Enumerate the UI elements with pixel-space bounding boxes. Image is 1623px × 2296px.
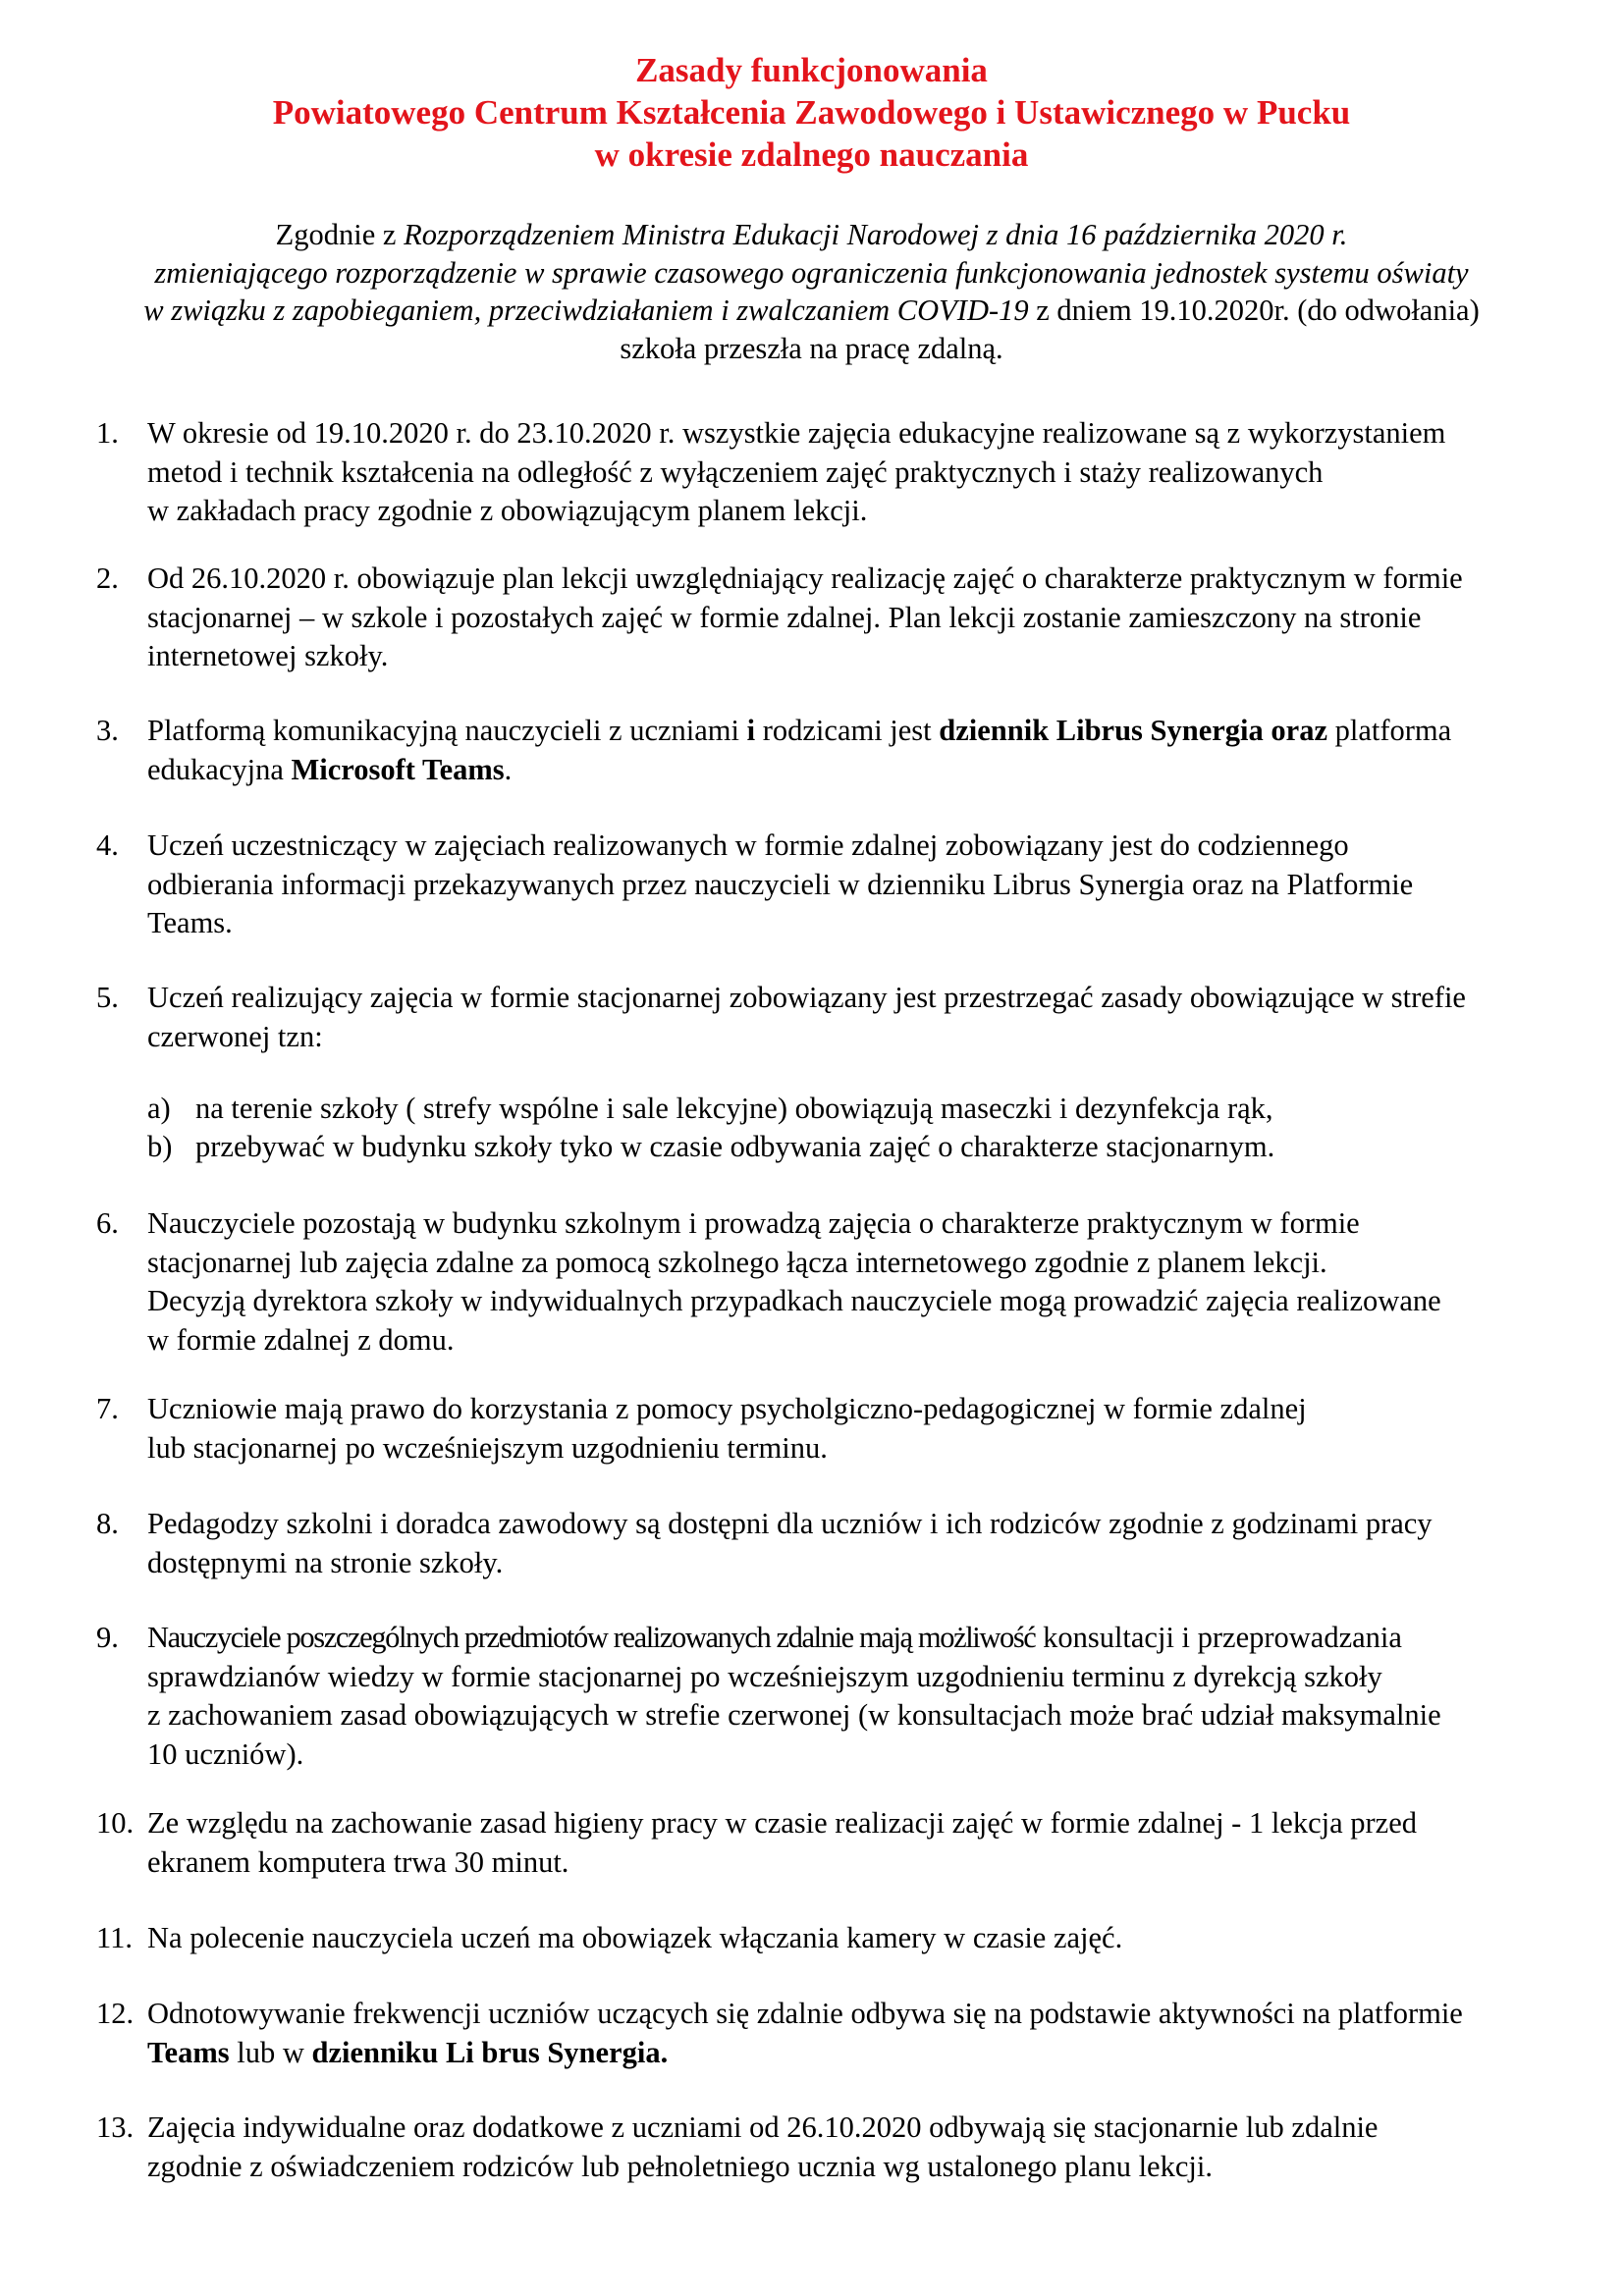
item-line: sprawdzianów wiedzy w formie stacjonarnej po wcześniejszym uzgodnieniu terminu z dyrekcją szkoły (147, 1659, 1382, 1693)
item-text (147, 2109, 1600, 2186)
intro-paragraph (0, 216, 1623, 367)
intro-line-1 (0, 216, 1623, 254)
item-line: Pedagodzy szkolni i doradca zawodowy są dostępni dla uczniów i ich rodziców zgodnie z godzinami pracy (147, 1507, 1433, 1540)
sub-item-text: na terenie szkoły ( strefy wspólne i sale lekcyjne) obowiązują maseczki i dezynfekcja rąk, (195, 1092, 1273, 1125)
item-line: Teams. (147, 906, 233, 939)
intro-line-2: zmieniającego rozporządzenie w sprawie czasowego ograniczenia funkcjonowania jednostek systemu oświaty (154, 255, 1469, 290)
item-line: dostępnymi na stronie szkoły. (147, 1545, 504, 1579)
item-bold-text: Microsoft Teams (291, 752, 505, 786)
intro-text: Zgodnie z (275, 218, 405, 251)
item-number: 6. (96, 1206, 119, 1240)
item-number: 8. (96, 1507, 119, 1540)
intro-line-3 (0, 292, 1623, 330)
item-text (147, 1619, 1600, 1774)
item-text (147, 827, 1600, 943)
item-line: zgodnie z oświadczeniem rodziców lub pełnoletniego ucznia wg ustalonego planu lekcji. (147, 2149, 1213, 2183)
item-number: 10. (96, 1806, 135, 1840)
item-text (147, 1995, 1600, 2072)
item-number: 1. (96, 416, 119, 450)
item-line: w zakładach pracy zgodnie z obowiązującym planem lekcji. (147, 494, 868, 527)
item-line: Odnotowywanie frekwencji uczniów uczących się zdalnie odbywa się na podstawie aktywności na platformie (147, 1997, 1463, 2030)
sub-item-label: b) (147, 1130, 173, 1163)
title-line-3: w okresie zdalnego nauczania (594, 135, 1029, 174)
item-line (147, 1619, 1600, 1658)
item-line: Decyzją dyrektora szkoły w indywidualnych przypadkach nauczyciele mogą prowadzić zajęcia realizowane (147, 1284, 1441, 1317)
regulation-reference: Rozporządzeniem Ministra Edukacji Narodowej z dnia 16 października 2020 r. (404, 218, 1348, 251)
item-bold-text: Teams (147, 2035, 230, 2069)
item-line: Od 26.10.2020 r. obowiązuje plan lekcji uwzględniający realizację zajęć o charakterze praktycznym w formie (147, 561, 1463, 595)
item-text-part: lub w (229, 2035, 312, 2069)
item-number: 11. (96, 1921, 133, 1954)
item-text-part: . (504, 752, 513, 786)
item-number: 4. (96, 828, 119, 862)
item-bold-text: i (746, 714, 756, 747)
document-title (0, 49, 1623, 176)
item-line: metod i technik kształcenia na odległość z wyłączeniem zajęć praktycznych i staży realizowanych (147, 454, 1324, 489)
item-number: 7. (96, 1392, 119, 1425)
item-text (147, 1804, 1600, 1882)
item-text (147, 1204, 1600, 1360)
item-text (147, 1390, 1600, 1468)
item-line: w formie zdalnej z domu. (147, 1322, 455, 1357)
sub-item-label: a) (147, 1092, 171, 1125)
title-line-2: Powiatowego Centrum Kształcenia Zawodowego i Ustawicznego w Pucku (272, 93, 1351, 132)
item-line: Uczeń uczestniczący w zajęciach realizowanych w formie zdalnej zobowiązany jest do codziennego (147, 828, 1349, 862)
item-text (147, 414, 1600, 531)
item-text-part: Platformą komunikacyjną nauczycieli z uczniami (147, 714, 747, 747)
item-number: 2. (96, 561, 119, 595)
item-text-part: rodzicami jest (755, 714, 940, 747)
item-line: Ze względu na zachowanie zasad higieny pracy w czasie realizacji zajęć w formie zdalnej - 1 lekcja przed (147, 1806, 1418, 1840)
item-number: 9. (96, 1621, 119, 1654)
item-text (147, 1919, 1600, 1958)
item-number: 12. (96, 1997, 135, 2030)
item-line: stacjonarnej – w szkole i pozostałych zajęć w formie zdalnej. Plan lekcji zostanie zamieszczony na stronie (147, 600, 1422, 634)
item-line (147, 751, 1600, 790)
item-line: Nauczyciele pozostają w budynku szkolnym i prowadzą zajęcia o charakterze praktycznym w formie (147, 1206, 1360, 1240)
item-text (147, 1505, 1600, 1582)
item-text-part: edukacyjna (147, 752, 292, 786)
item-text (147, 979, 1600, 1056)
item-line: 10 uczniów). (147, 1736, 304, 1771)
item-number: 3. (96, 714, 119, 747)
sub-item-text: przebywać w budynku szkoły tyko w czasie odbywania zajęć o charakterze stacjonarnym. (195, 1130, 1275, 1163)
item-number: 5. (96, 981, 119, 1014)
intro-date: z dniem 19.10.2020r. (do odwołania) (1028, 294, 1480, 327)
item-line: ekranem komputera trwa 30 minut. (147, 1844, 569, 1879)
title-line-1: Zasady funkcjonowania (635, 51, 988, 89)
item-number: 13. (96, 2110, 135, 2144)
item-line: odbierania informacji przekazywanych przez nauczycieli w dzienniku Librus Synergia oraz na Platformie (147, 867, 1414, 901)
item-line: z zachowaniem zasad obowiązujących w strefie czerwonej (w konsultacjach może brać udział maksymalnie (147, 1698, 1441, 1732)
item-line (147, 2034, 1600, 2073)
item-condensed-text: Nauczyciele poszczególnych przedmiotów realizowanych zdalnie mają możliwość (147, 1621, 1036, 1654)
item-line: stacjonarnej lub zajęcia zdalne za pomocą szkolnego łącza internetowego zgodnie z planem lekcji. (147, 1245, 1327, 1279)
item-line: lub stacjonarnej po wcześniejszym uzgodnieniu terminu. (147, 1430, 828, 1465)
item-line: Zajęcia indywidualne oraz dodatkowe z uczniami od 26.10.2020 odbywają się stacjonarnie lub zdalnie (147, 2110, 1379, 2144)
item-line: czerwonej tzn: (147, 1019, 323, 1053)
regulation-reference-cont: w związku z zapobieganiem, przeciwdziałaniem i zwalczaniem COVID-19 (143, 294, 1029, 327)
item-line: W okresie od 19.10.2020 r. do 23.10.2020 r. wszystkie zajęcia edukacyjne realizowane są z wykorzystaniem (147, 416, 1446, 450)
item-bold-text: dziennik Librus Synergia oraz (939, 714, 1327, 747)
item-line (147, 712, 1600, 751)
item-text (147, 560, 1600, 676)
intro-line-4: szkoła przeszła na pracę zdalną. (620, 331, 1003, 365)
item-line: internetowej szkoły. (147, 639, 389, 672)
item-line: Uczeń realizujący zajęcia w formie stacjonarnej zobowiązany jest przestrzegać zasady obowiązujące w strefie (147, 981, 1466, 1014)
item-text-part: konsultacji i przeprowadzania (1035, 1621, 1402, 1654)
item-bold-text: dzienniku Li brus Synergia. (311, 2035, 669, 2069)
item-line: Na polecenie nauczyciela uczeń ma obowiązek włączania kamery w czasie zajęć. (147, 1921, 1123, 1954)
item-text (147, 712, 1600, 789)
item-text-part: platforma (1326, 714, 1452, 747)
item-line: Uczniowie mają prawo do korzystania z pomocy psycholgiczno-pedagogicznej w formie zdalnej (147, 1392, 1307, 1425)
